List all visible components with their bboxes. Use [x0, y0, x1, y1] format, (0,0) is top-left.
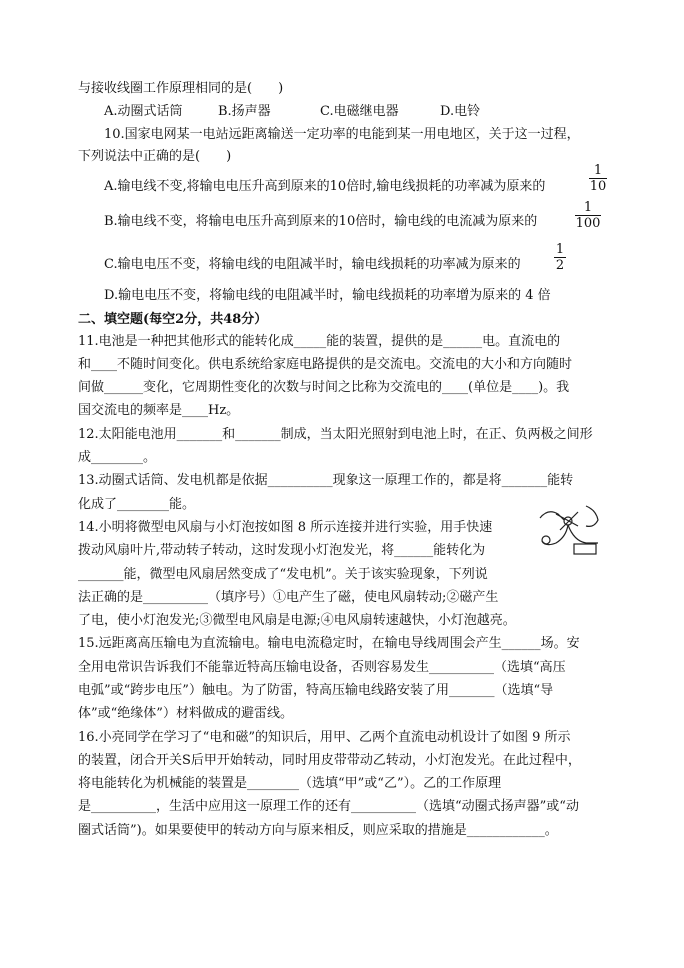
q12-line2: 成________。 [78, 450, 157, 465]
q15-line1: 15.远距离高压输电为直流输电。输电电流稳定时，在输电导线周围会产生______场。安 [78, 636, 580, 651]
q10-option-b: B.输电线不变，将输电电压升高到原来的10倍时，输电线的电流减为原来的 [104, 214, 538, 229]
q16-line1: 16.小亮同学在学习了“电和磁”的知识后，用甲、乙两个直流电动机设计了如图 9 所示 [78, 730, 571, 745]
q11-line3: 间做______变化，它周期性变化的次数与时间之比称为交流电的____(单位是____)。我 [78, 380, 570, 395]
section-2-heading: 二、填空题(每空2分，共48分） [78, 312, 268, 327]
q15-line3: 电弧”或“跨步电压”）触电。为了防雷，特高压输电线路安装了用_______（选填“导 [78, 683, 554, 698]
q16-line5: 圈式话筒”)。如果要使甲的转动方向与原来相反，则应采取的措施是____________。 [78, 823, 558, 838]
q15-line2: 全用电常识告诉我们不能靠近特高压输电设备，否则容易发生__________（选填“高压 [78, 660, 566, 675]
right-hand-sketch [586, 506, 598, 526]
q10-option-c-fraction [554, 242, 566, 273]
figure-8-fan-bulb-illustration [534, 500, 604, 560]
q9-option-c: C.电磁继电器 [320, 104, 399, 119]
q9-option-b: B.扬声器 [218, 104, 271, 119]
wire-sketch [568, 525, 598, 543]
q14-line2: 拨动风扇叶片,带动转子转动，这时发现小灯泡发光，将______能转化为 [78, 543, 486, 558]
q14-line1: 14.小明将微型电风扇与小灯泡按如图 8 所示连接并进行实验，用手快速 [78, 520, 493, 535]
q10-option-c: C.输电电压不变，将输电线的电阻减半时，输电线损耗的功率减为原来的 [104, 257, 521, 272]
q11-line4: 国交流电的频率是____Hz。 [78, 403, 240, 418]
fraction-numerator: 1 [589, 163, 607, 179]
q9-stem: 与接收线圈工作原理相同的是( ) [78, 81, 284, 96]
fraction-numerator: 1 [555, 242, 565, 257]
q14-line4: 法正确的是__________（填序号）①电产生了磁，使电风扇转动;②磁产生 [78, 590, 499, 605]
q13-line2: 化成了________能。 [78, 497, 196, 512]
q12-line1: 12.太阳能电池用_______和_______制成，当太阳光照射到电池上时，在正、负两极之间形 [78, 427, 593, 442]
q10-stem-line1: 10.国家电网某一电站远距离输送一定功率的电能到某一用电地区，关于这一过程， [104, 127, 580, 142]
q16-line2: 的装置，闭合开关S后甲开始转动，同时用皮带带动乙转动，小灯泡发光。在此过程中， [78, 753, 581, 768]
fraction-denominator: 10 [589, 179, 607, 194]
q10-option-a: A.输电线不变,将输电电压升高到原来的10倍时,输电线损耗的功率减为原来的 [104, 179, 546, 194]
base-sketch [574, 544, 596, 554]
q9-option-d: D.电铃 [440, 104, 481, 119]
q15-line4: 体”或“绝缘体”）材料做成的避雷线。 [78, 706, 293, 721]
q14-line3: _______能，微型电风扇居然变成了“发电机”。关于该实验现象，下列说 [78, 567, 488, 582]
bulb-sketch [542, 536, 550, 544]
q13-line1: 13.动圈式话筒、发电机都是依据__________现象这一原理工作的，都是将_______能转 [78, 473, 574, 488]
q10-option-d: D.输电电压不变，将输电线的电阻减半时，输电线损耗的功率增为原来的 4 倍 [104, 288, 551, 303]
fraction-denominator: 2 [555, 258, 565, 273]
q10-option-b-fraction [575, 200, 601, 231]
wire-sketch [542, 525, 568, 545]
q10-stem-line2: 下列说法中正确的是( ) [78, 149, 232, 164]
fraction-numerator: 1 [575, 200, 601, 216]
q11-line2: 和____不随时间变化。供电系统给家庭电路提供的是交流电。交流电的大小和方向随时 [78, 357, 573, 372]
q9-option-a: A.动圈式话筒 [104, 104, 183, 119]
q11-line1: 11.电池是一种把其他形式的能转化成_____能的装置，提供的是______电。直流电的 [78, 334, 561, 349]
q16-line4: 是__________，生活中应用这一原理工作的还有__________（选填“动圈式扬声器”或“动 [78, 799, 579, 814]
q14-line5: 了电，使小灯泡发光;③微型电风扇是电源;④电风扇转速越快，小灯泡越亮。 [78, 613, 516, 628]
q16-line3: 将电能转化为机械能的装置是________（选填“甲”或“乙”）。乙的工作原理 [78, 776, 502, 791]
fraction-denominator: 100 [575, 216, 601, 231]
q10-option-a-fraction [589, 163, 607, 194]
